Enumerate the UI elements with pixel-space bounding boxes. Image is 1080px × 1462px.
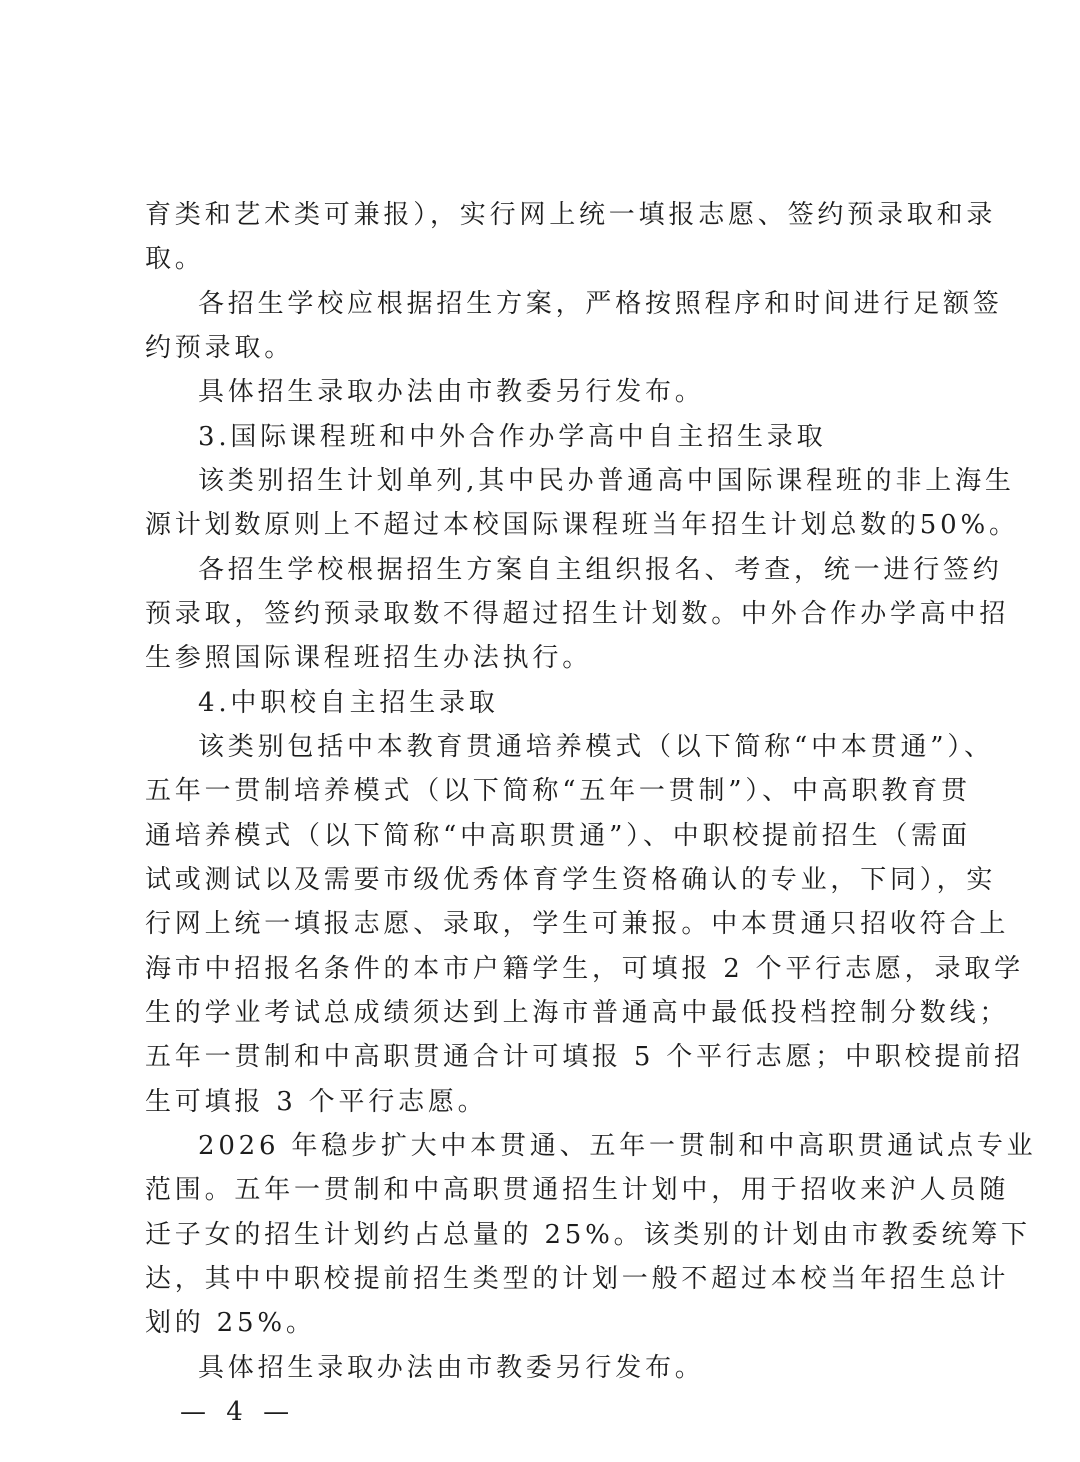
text-line: 行网上统一填报志愿、录取，学生可兼报。中本贯通只招收符合上: [145, 909, 1010, 939]
text-line: 五年一贯制和中高职贯通合计可填报 5 个平行志愿；中职校提前招: [145, 1042, 1024, 1072]
text-line: 2026 年稳步扩大中本贯通、五年一贯制和中高职贯通试点专业: [198, 1131, 1037, 1161]
text-line: 预录取，签约预录取数不得超过招生计划数。中外合作办学高中招: [145, 599, 1010, 629]
text-line: 五年一贯制培养模式（以下简称“五年一贯制”）、中高职教育贯: [145, 776, 971, 806]
page-number: — 4 —: [180, 1397, 296, 1427]
text-line: 具体招生录取办法由市教委另行发布。: [198, 1353, 705, 1383]
text-line: 各招生学校应根据招生方案，严格按照程序和时间进行足额签: [198, 289, 1003, 319]
text-line: 该类别包括中本教育贯通培养模式（以下简称“中本贯通”）、: [198, 732, 994, 762]
text-line: 该类别招生计划单列,其中民办普通高中国际课程班的非上海生: [198, 466, 1015, 496]
section-heading: 4.中职校自主招生录取: [198, 688, 499, 718]
text-line: 生的学业考试总成绩须达到上海市普通高中最低投档控制分数线；: [145, 998, 1010, 1028]
text-line: 达，其中中职校提前招生类型的计划一般不超过本校当年招生总计: [145, 1264, 1010, 1294]
text-line: 海市中招报名条件的本市户籍学生，可填报 2 个平行志愿，录取学: [145, 954, 1024, 984]
text-line: 划的 25%。: [145, 1308, 316, 1338]
text-line: 源计划数原则上不超过本校国际课程班当年招生计划总数的50%。: [145, 510, 1019, 540]
text-line: 约预录取。: [145, 333, 295, 363]
text-line: 具体招生录取办法由市教委另行发布。: [198, 377, 705, 407]
text-line: 试或测试以及需要市级优秀体育学生资格确认的专业，下同），实: [145, 865, 997, 895]
text-line: 迁子女的招生计划约占总量的 25%。该类别的计划由市教委统筹下: [145, 1220, 1031, 1250]
text-line: 生可填报 3 个平行志愿。: [145, 1087, 488, 1117]
text-line: 范围。五年一贯制和中高职贯通招生计划中，用于招收来沪人员随: [145, 1175, 1010, 1205]
text-line: 生参照国际课程班招生办法执行。: [145, 643, 593, 673]
text-line: 育类和艺术类可兼报），实行网上统一填报志愿、签约预录取和录: [145, 200, 997, 230]
text-line: 各招生学校根据招生方案自主组织报名、考查，统一进行签约: [198, 555, 1003, 585]
text-line: 取。: [145, 244, 205, 274]
section-heading: 3.国际课程班和中外合作办学高中自主招生录取: [198, 422, 827, 452]
text-line: 通培养模式（以下简称“中高职贯通”）、中职校提前招生（需面: [145, 821, 971, 851]
